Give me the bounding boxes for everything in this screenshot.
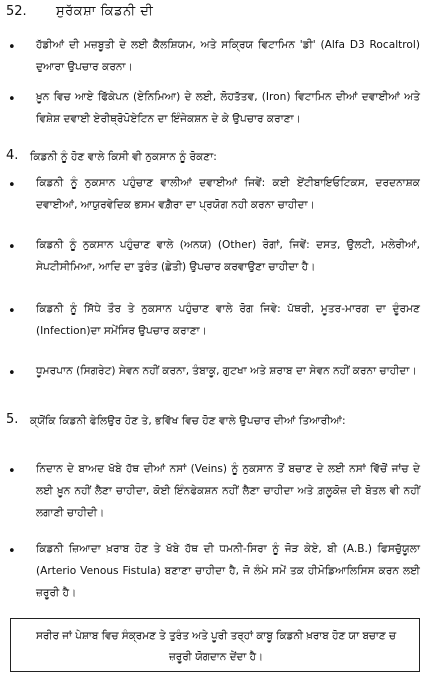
section-number: 4. <box>6 148 19 163</box>
list-item-text: ਕਿਡਨੀ ਜ਼ਿਆਦਾ ਖ਼ਰਾਬ ਹੋਣ ਤੇ ਖੱਬੇ ਹੱਥ ਦੀ ਧਮਨੀ-ਸਿਰਾ ਨੂੰ ਜੋੜ ਕੇਏ, ਬੀ (A.B.) ਫਿਸਚੁੱਯੂਲਾ (Arterio Venous Fistula) ਬਣਾਣਾ ਚਾਹੀਦਾ ਹੈ, ਜੋ ਲੰਮੇ ਸਮੇਂ ਤਕ ਹੀਮੋਡਿਆਲਿਸਿਸ ਕਰਨ ਲਈ ਜ਼ਰੂਰੀ ਹੈ। <box>36 543 420 599</box>
bullet-icon: • <box>8 92 16 107</box>
page-number: 52. <box>6 4 27 19</box>
notice-text: ਸਰੀਰ ਜਾਂ ਪੇਸ਼ਾਬ ਵਿਚ ਸੰਕ੍ਰਮਣ ਤੇ ਤੁਰੰਤ ਅਤੇ ਪੂਰੀ ਤਰ੍ਹਾਂ ਕਾਬੂ ਕਿਡਨੀ ਖ਼ਰਾਬ ਹੋਣ ਯਾ ਬਚਾਣ ਚ ਜ਼ਰੂਰੀ ਯੋਗਦਾਨ ਦੇਂਦਾ ਹੈ। <box>36 630 396 663</box>
list-item-text: ਕਿਡਨੀ ਨੂੰ ਨੁਕਸਾਨ ਪਹੁੰਚਾਣ ਵਾਲੇ (ਅਨਯ) (Other) ਰੋਗਾਂ, ਜਿਵੇਂ: ਦਸਤ, ਉਲਟੀ, ਮਲੇਰੀਆਂ, ਸੇਪਟੀਸੀਮਿਆ, ਆਦਿ ਦਾ ਤੁਰੰਤ (ਛੇਤੀ) ਉਪਚਾਰ ਕਰਵਾਉਣਾ ਚਾਹੀਦਾ ਹੈ। <box>36 239 420 273</box>
bullet-icon: • <box>8 178 16 193</box>
list-item-text: ਹੱਡੀਆਂ ਦੀ ਮਜ਼ਬੂਤੀ ਦੇ ਲਈ ਕੈਲਸ਼ਿਯਮ, ਅਤੇ ਸਕ੍ਰਿਯ ਵਿਟਾਮਿਨ 'ਡੀ' (Alfa D3 Rocaltrol) ਦੁਆਰਾ ਉਪਚਾਰ ਕਰਨਾ। <box>36 39 420 73</box>
bullet-icon: • <box>8 544 16 559</box>
list-item-text: ਕਿਡਨੀ ਨੂੰ ਨੁਕਸਾਨ ਪਹੁੰਚਾਣ ਵਾਲੀਆਂ ਦਵਾਈਆਂ ਜਿਵੇਂ: ਕਈ ਏਂਟੀਬਾਇਓਟਿਕਸ, ਦਰਦਨਾਸ਼ਕ ਦਵਾਈਆਂ, ਆਯੁਰਵੇਦਿਕ ਭਸਮ ਵਗ਼ੈਰਾ ਦਾ ਪ੍ਰਯੋਗ ਨਹੀ ਕਰਨਾ ਚਾਹੀਦਾ। <box>36 177 420 211</box>
notice-box <box>10 618 420 672</box>
bullet-icon: • <box>8 40 16 55</box>
page-title: ਸੁਰੱਕਸ਼ਾ ਕਿਡਨੀ ਦੀ <box>56 4 154 19</box>
bullet-icon: • <box>8 304 16 319</box>
section-number: 5. <box>6 412 19 427</box>
list-item-text: ਖ਼ੂਨ ਵਿਚ ਆਏ ਫਿੱਕੇਪਨ (ਏਨਿਮਿਆ) ਦੇ ਲਈ, ਲੋਹਤੱਤਵ, (Iron) ਵਿਟਾਮਿਨ ਦੀਆਂ ਦਵਾਈਆਂ ਅਤੇ ਵਿਸ਼ੇਸ਼ ਦਵਾਈ ਏਰੀਥ੍ਰੋਪੋਏਟਿਨ ਦਾ ਇੰਜੇਕਸ਼ਨ ਦੇ ਕੇ ਉਪਚਾਰ ਕਰਾਣਾ। <box>36 91 420 125</box>
list-item-text: ਨਿਦਾਨ ਦੇ ਬਾਅਦ ਖੱਬੇ ਹੱਥ ਦੀਆਂ ਨਸਾਂ (Veins) ਨੂੰ ਨੁਕਸਾਨ ਤੋਂ ਬਚਾਣ ਦੇ ਲਈ ਨਸਾਂ ਵਿੱਚੋਂ ਜਾਂਚ ਦੇ ਲਈ ਖ਼ੂਨ ਨਹੀਂ ਲੈਣਾ ਚਾਹੀਦਾ, ਕੋਈ ਇੰਨਫੇਕਸ਼ਨ ਨਹੀਂ ਲੈਣਾ ਚਾਹੀਦਾ ਅਤੇ ਗ਼ਲੂਕੋਜ਼ ਦੀ ਬੋਤਲ ਵੀ ਨਹੀਂ ਲਗਾਣੀ ਚਾਹੀਦੀ। <box>36 463 420 519</box>
section-heading-text: ਕਿਡਨੀ ਨੂੰ ਹੋਣ ਵਾਲੇ ਕਿਸੀ ਵੀ ਨੁਕਸਾਨ ਨੂੰ ਰੋਕਣਾ: <box>30 151 217 163</box>
bullet-icon: • <box>8 464 16 479</box>
list-item-text: ਧੂਮਰਪਾਨ (ਸਿਗਰੇਟ) ਸੇਵਨ ਨਹੀਂ ਕਰਨਾ, ਤੰਬਾਕੂ, ਗੁਟਖਾ ਅਤੇ ਸ਼ਰਾਬ ਦਾ ਸੇਵਨ ਨਹੀਂ ਕਰਨਾ ਚਾਹੀਦਾ। <box>36 365 417 377</box>
section-heading-text: ਕ੍ਯੋਂਕਿ ਕਿਡਨੀ ਫੇਲਿਉਰ ਹੋਣ ਤੇ, ਭਵਿੱਖ ਵਿਚ ਹੋਣ ਵਾਲੇ ਉਪਚਾਰ ਦੀਆਂ ਤਿਆਰੀਆਂ: <box>30 415 346 427</box>
bullet-icon: • <box>8 366 16 381</box>
list-item-text: ਕਿਡਨੀ ਨੂੰ ਸਿੱਧੇ ਤੌਰ ਤੇ ਨੁਕਸਾਨ ਪਹੁੰਚਾਣ ਵਾਲੇ ਰੋਗ ਜਿਵੇ: ਪੱਥਰੀ, ਮੂਤਰ-ਮਾਰਗ ਦਾ ਦੂੰਰਮਣ (Infection)ਦਾ ਸਮੇਂਸਿਰ ਉਪਚਾਰ ਕਰਾਣਾ। <box>36 303 420 337</box>
bullet-icon: • <box>8 240 16 255</box>
